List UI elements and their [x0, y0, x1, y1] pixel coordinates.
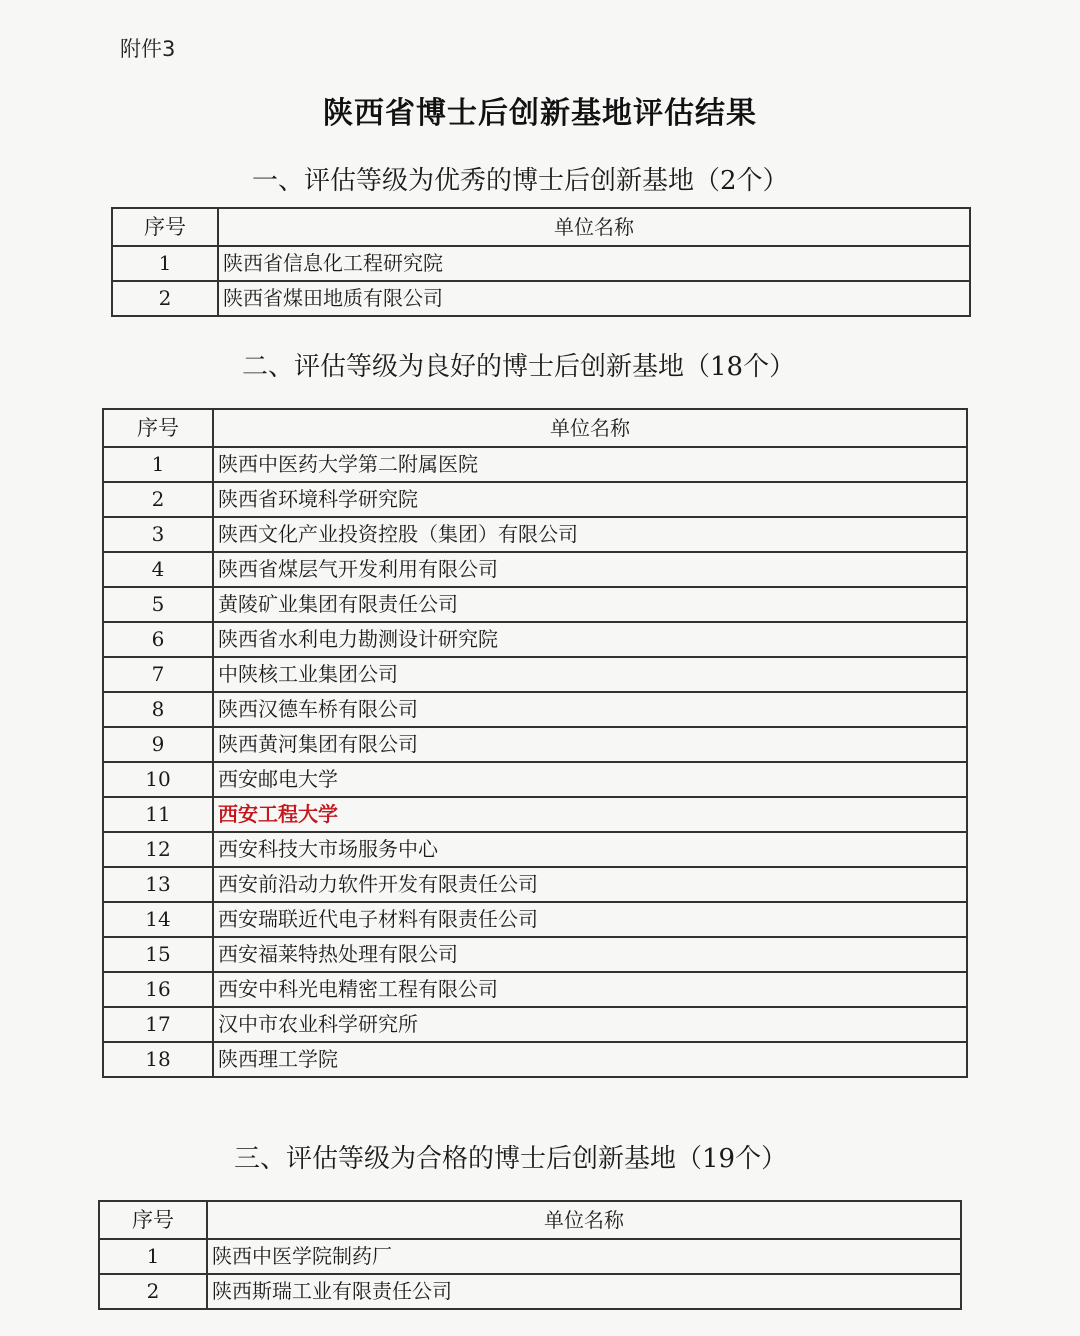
row-serial-no: 5 [103, 587, 213, 622]
table-row [103, 1042, 967, 1077]
row-serial-no: 13 [103, 867, 213, 902]
table-row [103, 552, 967, 587]
table-row [103, 762, 967, 797]
table-qualified [98, 1200, 962, 1310]
row-serial-no: 2 [103, 482, 213, 517]
table-row [103, 622, 967, 657]
row-serial-no: 12 [103, 832, 213, 867]
row-serial-no: 9 [103, 727, 213, 762]
table-row-highlighted [103, 797, 967, 832]
row-serial-no: 16 [103, 972, 213, 1007]
table-row [103, 657, 967, 692]
row-unit-name: 陕西中医药大学第二附属医院 [213, 447, 967, 482]
row-unit-name: 陕西斯瑞工业有限责任公司 [207, 1274, 961, 1309]
row-serial-no: 7 [103, 657, 213, 692]
section-title-good: 二、评估等级为良好的博士后创新基地（18个） [242, 352, 796, 382]
row-unit-name: 陕西省环境科学研究院 [213, 482, 967, 517]
table-row [103, 447, 967, 482]
row-unit-name: 陕西省煤层气开发利用有限公司 [213, 552, 967, 587]
row-unit-name: 陕西中医学院制药厂 [207, 1239, 961, 1274]
row-serial-no: 11 [103, 797, 213, 832]
header-serial-no: 序号 [112, 208, 218, 246]
row-unit-name: 中陕核工业集团公司 [213, 657, 967, 692]
table-row [103, 972, 967, 1007]
table-row [99, 1239, 961, 1274]
row-unit-name: 西安邮电大学 [213, 762, 967, 797]
table-row [103, 692, 967, 727]
row-unit-name: 汉中市农业科学研究所 [213, 1007, 967, 1042]
row-unit-name: 陕西理工学院 [213, 1042, 967, 1077]
row-serial-no: 2 [99, 1274, 207, 1309]
table-row [103, 902, 967, 937]
header-unit-name: 单位名称 [218, 208, 970, 246]
row-unit-name: 西安前沿动力软件开发有限责任公司 [213, 867, 967, 902]
table-good [102, 408, 968, 1078]
row-serial-no: 6 [103, 622, 213, 657]
table-row [103, 1007, 967, 1042]
row-serial-no: 1 [99, 1239, 207, 1274]
row-serial-no: 18 [103, 1042, 213, 1077]
row-unit-name: 陕西文化产业投资控股（集团）有限公司 [213, 517, 967, 552]
table-row [103, 867, 967, 902]
table-row [103, 482, 967, 517]
row-serial-no: 1 [112, 246, 218, 281]
row-serial-no: 2 [112, 281, 218, 316]
row-unit-name: 陕西省信息化工程研究院 [218, 246, 970, 281]
table-row [112, 246, 970, 281]
row-unit-name: 陕西省水利电力勘测设计研究院 [213, 622, 967, 657]
row-unit-name: 陕西省煤田地质有限公司 [218, 281, 970, 316]
table-row [112, 281, 970, 316]
row-unit-name: 陕西黄河集团有限公司 [213, 727, 967, 762]
table-row [103, 937, 967, 972]
row-unit-name: 西安福莱特热处理有限公司 [213, 937, 967, 972]
row-unit-name: 西安瑞联近代电子材料有限责任公司 [213, 902, 967, 937]
header-unit-name: 单位名称 [213, 409, 967, 447]
header-serial-no: 序号 [103, 409, 213, 447]
table-header-row [112, 208, 970, 246]
attachment-label: 附件3 [120, 37, 176, 61]
row-unit-name: 西安科技大市场服务中心 [213, 832, 967, 867]
row-unit-name: 黄陵矿业集团有限责任公司 [213, 587, 967, 622]
row-serial-no: 8 [103, 692, 213, 727]
row-unit-name-highlighted [213, 797, 967, 832]
table-row [99, 1274, 961, 1309]
table-header-row [99, 1201, 961, 1239]
document-title: 陕西省博士后创新基地评估结果 [323, 96, 757, 131]
row-serial-no: 15 [103, 937, 213, 972]
row-serial-no: 4 [103, 552, 213, 587]
row-unit-name: 陕西汉德车桥有限公司 [213, 692, 967, 727]
row-serial-no: 17 [103, 1007, 213, 1042]
row-serial-no: 1 [103, 447, 213, 482]
table-row [103, 517, 967, 552]
header-serial-no: 序号 [99, 1201, 207, 1239]
table-header-row [103, 409, 967, 447]
row-serial-no: 14 [103, 902, 213, 937]
section-title-excellent: 一、评估等级为优秀的博士后创新基地（2个） [252, 166, 789, 196]
row-serial-no: 3 [103, 517, 213, 552]
row-unit-name: 西安中科光电精密工程有限公司 [213, 972, 967, 1007]
table-row [103, 832, 967, 867]
section-title-qualified: 三、评估等级为合格的博士后创新基地（19个） [234, 1144, 788, 1174]
table-row [103, 727, 967, 762]
highlighted-unit-name: 西安工程大学 [218, 802, 338, 826]
table-excellent [111, 207, 971, 317]
row-serial-no: 10 [103, 762, 213, 797]
table-row [103, 587, 967, 622]
header-unit-name: 单位名称 [207, 1201, 961, 1239]
